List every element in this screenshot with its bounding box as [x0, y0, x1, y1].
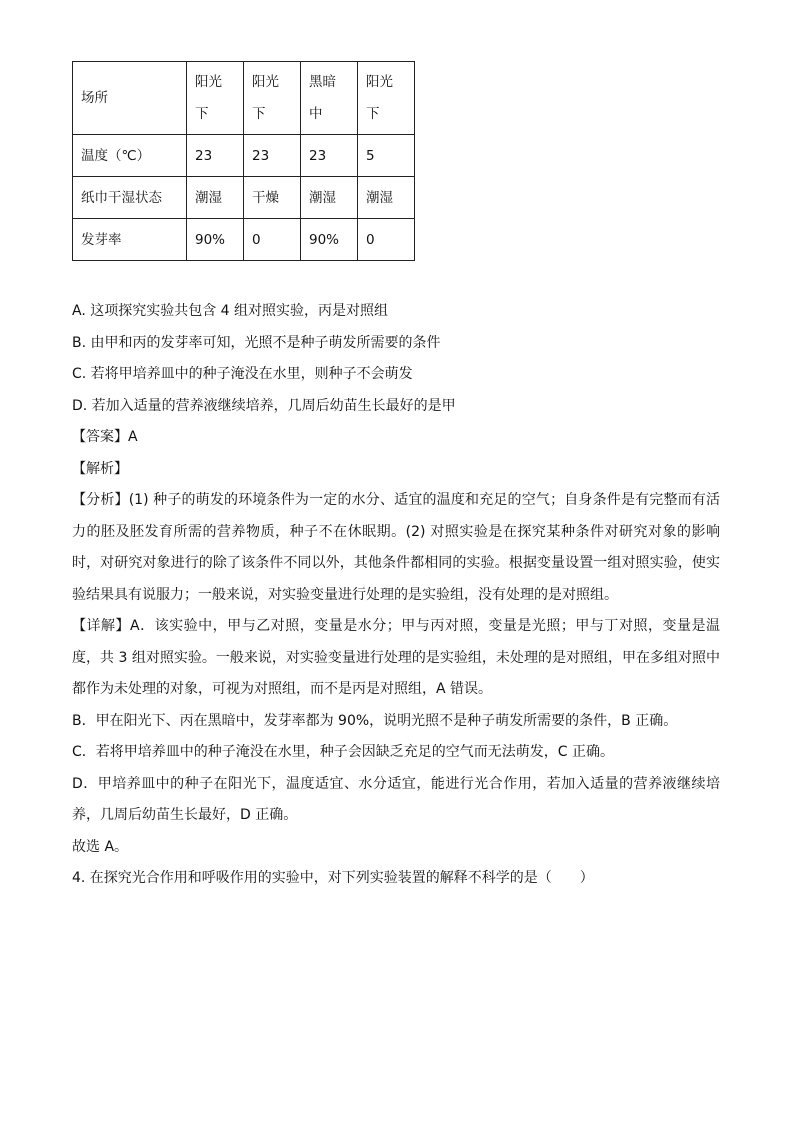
- table-cell-text: 阳光下: [252, 74, 279, 122]
- table-cell: 0: [244, 219, 301, 261]
- detail-line-c: C．若将甲培养皿中的种子淹没在水里，种子会因缺乏充足的空气而无法萌发，C 正确。: [72, 744, 614, 760]
- option-a: A. 这项探究实验共包含 4 组对照实验，丙是对照组: [72, 303, 389, 319]
- table-cell: 0: [358, 219, 415, 261]
- table-cell: 23: [244, 135, 301, 177]
- analysis-heading: 【解析】: [72, 460, 128, 477]
- table-cell: 23: [187, 135, 244, 177]
- detail-paragraph: 【详解】A．该实验中，甲与乙对照，变量是水分；甲与丙对照，变量是光照；甲与丁对照，变量是温度，共 3 组对照实验。一般来说，对实验变量进行处理的是实验组，未处理的是对照组，甲在多组对照中都作为未处理的对象，可视为对照组，而不是丙是对照组，A 错误。: [72, 618, 720, 697]
- table-cell: 潮湿: [187, 177, 244, 219]
- table-row: [73, 62, 415, 135]
- experiment-table: [72, 61, 415, 261]
- table-cell: 23: [301, 135, 358, 177]
- table-cell: [358, 62, 415, 135]
- table-row-label: 温度（℃）: [73, 135, 187, 177]
- table-cell: 90%: [301, 219, 358, 261]
- table-row-label: 纸巾干湿状态: [73, 177, 187, 219]
- answer-line: 【答案】A: [72, 429, 138, 445]
- table-row-label: 场所: [73, 62, 187, 135]
- table-cell: 潮湿: [358, 177, 415, 219]
- table-cell: 90%: [187, 219, 244, 261]
- table-cell: [187, 62, 244, 135]
- table-cell: [301, 62, 358, 135]
- table-cell: 干燥: [244, 177, 301, 219]
- option-d: D. 若加入适量的营养液继续培养，几周后幼苗生长最好的是甲: [72, 397, 456, 414]
- table-cell-text: 黑暗中: [309, 74, 336, 122]
- table-row: [73, 219, 415, 261]
- analysis-paragraph: 【分析】(1) 种子的萌发的环境条件为一定的水分、适宜的温度和充足的空气；自身条件是有完整而有活力的胚及胚发育所需的营养物质，种子不在休眠期。(2) 对照实验是在探究某种条件对研究对象的影响时，对研究对象进行的除了该条件不同以外，其他条件都相同的实验。根据变量设置一组对照实验，使实验结果具有说服力；一般来说，对实验变量进行处理的是实验组，没有处理的是对照组。: [72, 492, 720, 603]
- table-cell: [244, 62, 301, 135]
- table-cell-text: 阳光下: [195, 74, 222, 122]
- conclusion-line: 故选 A。: [72, 838, 129, 855]
- option-c: C. 若将甲培养皿中的种子淹没在水里，则种子不会萌发: [72, 366, 413, 382]
- option-b: B. 由甲和丙的发芽率可知，光照不是种子萌发所需要的条件: [72, 334, 441, 351]
- next-question: 4. 在探究光合作用和呼吸作用的实验中，对下列实验装置的解释不科学的是（ ）: [72, 870, 594, 886]
- detail-line-b: B．甲在阳光下、丙在黑暗中，发芽率都为 90%，说明光照不是种子萌发所需要的条件，B 正确。: [72, 712, 678, 729]
- table-row: [73, 135, 415, 177]
- detail-line-d: D．甲培养皿中的种子在阳光下，温度适宜、水分适宜，能进行光合作用，若加入适量的营养液继续培养，几周后幼苗生长最好，D 正确。: [72, 775, 720, 823]
- table-row-label: 发芽率: [73, 219, 187, 261]
- table-cell: 潮湿: [301, 177, 358, 219]
- question-body: [72, 296, 720, 895]
- table-cell-text: 阳光下: [366, 74, 393, 122]
- table-cell: 5: [358, 135, 415, 177]
- table-row: [73, 177, 415, 219]
